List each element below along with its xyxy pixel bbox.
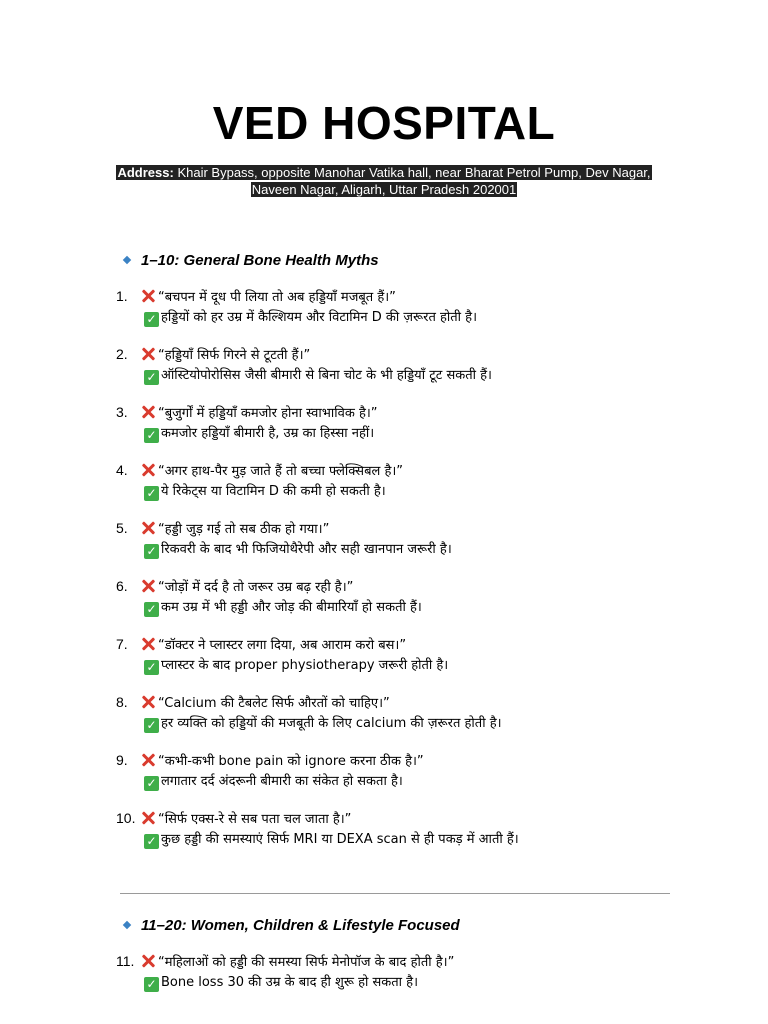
cross-mark-icon [140, 810, 156, 826]
cross-mark-icon [140, 578, 156, 594]
cross-mark-icon [140, 636, 156, 652]
list-item [116, 287, 736, 327]
fact-line [116, 771, 736, 791]
fact-line [116, 539, 736, 559]
myth-text: “महिलाओं को हड्डी की समस्या सिर्फ मेनोपॉज के बाद होती है।” [158, 955, 455, 970]
list-item [116, 751, 736, 791]
myth-text: “हड्डी जुड़ गई तो सब ठीक हो गया।” [158, 522, 330, 537]
item-number: 6. [116, 578, 128, 594]
fact-line [116, 307, 736, 327]
list-item [116, 403, 736, 443]
fact-line [116, 829, 736, 849]
myth-line [116, 635, 736, 655]
myth-line [116, 952, 736, 972]
check-mark-icon: ✓ [144, 486, 159, 501]
address-line-1-text: Khair Bypass, opposite Manohar Vatika hall, near Bharat Petrol Pump, Dev Nagar, [177, 165, 651, 180]
fact-line [116, 481, 736, 501]
myth-line [116, 751, 736, 771]
fact-line [116, 655, 736, 675]
check-mark-icon: ✓ [144, 544, 159, 559]
hospital-name: VED HOSPITAL [212, 97, 556, 149]
check-mark-icon: ✓ [144, 428, 159, 443]
fact-line [116, 597, 736, 617]
hospital-address [0, 164, 768, 198]
myth-line [116, 519, 736, 539]
check-mark-icon: ✓ [144, 776, 159, 791]
myth-text: “जोड़ों में दर्द है तो जरूर उम्र बढ़ रही है।” [158, 580, 354, 595]
section-heading-1 [124, 252, 379, 269]
item-number: 5. [116, 520, 128, 536]
list-item [116, 952, 736, 992]
list-item [116, 461, 736, 501]
cross-mark-icon [140, 953, 156, 969]
list-item [116, 809, 736, 849]
cross-mark-icon [140, 346, 156, 362]
item-number: 1. [116, 288, 128, 304]
myth-text: “कभी-कभी bone pain को ignore करना ठीक है।” [158, 754, 424, 769]
item-number: 3. [116, 404, 128, 420]
address-label: Address: [117, 165, 174, 180]
fact-line [116, 713, 736, 733]
fact-line [116, 423, 736, 443]
cross-mark-icon [140, 694, 156, 710]
item-number: 11. [116, 953, 135, 969]
list-item [116, 693, 736, 733]
check-mark-icon: ✓ [144, 312, 159, 327]
check-mark-icon: ✓ [144, 977, 159, 992]
myth-text: “सिर्फ एक्स-रे से सब पता चल जाता है।” [158, 812, 352, 827]
list-item [116, 577, 736, 617]
address-line-2: Naveen Nagar, Aligarh, Uttar Pradesh 202001 [251, 182, 517, 197]
check-mark-icon: ✓ [144, 834, 159, 849]
item-number: 8. [116, 694, 128, 710]
item-number: 2. [116, 346, 128, 362]
myth-text: “बचपन में दूध पी लिया तो अब हड्डियाँ मजबूत हैं।” [158, 290, 396, 305]
myth-text: “अगर हाथ-पैर मुड़ जाते हैं तो बच्चा फ्लेक्सिबल है।” [158, 464, 404, 479]
fact-text: ये रिकेट्स या विटामिन D की कमी हो सकती है। [161, 484, 386, 499]
cross-mark-icon [140, 752, 156, 768]
section-heading-2-text: 11–20: Women, Children & Lifestyle Focused [141, 917, 460, 934]
fact-text: हर व्यक्ति को हड्डियों की मजबूती के लिए calcium की ज़रूरत होती है। [161, 716, 502, 731]
section-divider [120, 893, 670, 894]
myth-line [116, 809, 736, 829]
diamond-bullet-icon [123, 256, 131, 264]
section-heading-1-text: 1–10: General Bone Health Myths [141, 252, 379, 269]
list-item [116, 519, 736, 559]
cross-mark-icon [140, 520, 156, 536]
myth-line [116, 345, 736, 365]
fact-line [116, 365, 736, 385]
myth-line [116, 693, 736, 713]
check-mark-icon: ✓ [144, 370, 159, 385]
diamond-bullet-icon [123, 921, 131, 929]
fact-text: कमजोर हड्डियाँ बीमारी है, उम्र का हिस्सा नहीं। [161, 426, 375, 441]
fact-text: कम उम्र में भी हड्डी और जोड़ की बीमारियाँ हो सकती हैं। [161, 600, 422, 615]
item-number: 7. [116, 636, 128, 652]
myth-text: “हड्डियाँ सिर्फ गिरने से टूटती हैं।” [158, 348, 311, 363]
fact-text: कुछ हड्डी की समस्याएं सिर्फ MRI या DEXA scan से ही पकड़ में आती हैं। [161, 832, 519, 847]
myth-text: “बुजुर्गों में हड्डियाँ कमजोर होना स्वाभाविक है।” [158, 406, 378, 421]
myth-line [116, 577, 736, 597]
myth-text: “Calcium की टैबलेट सिर्फ औरतों को चाहिए।” [158, 696, 390, 711]
section-heading-2 [124, 917, 460, 934]
myth-line [116, 287, 736, 307]
myth-line [116, 461, 736, 481]
item-number: 10. [116, 810, 136, 826]
cross-mark-icon [140, 404, 156, 420]
item-number: 9. [116, 752, 128, 768]
list-item [116, 635, 736, 675]
myth-line [116, 403, 736, 423]
fact-text: ऑस्टियोपोरोसिस जैसी बीमारी से बिना चोट के भी हड्डियाँ टूट सकती हैं। [161, 368, 492, 383]
fact-line [116, 972, 736, 992]
check-mark-icon: ✓ [144, 718, 159, 733]
fact-text: प्लास्टर के बाद proper physiotherapy जरूरी होती है। [161, 658, 449, 673]
fact-text: रिकवरी के बाद भी फिजियोथैरेपी और सही खानपान जरूरी है। [161, 542, 452, 557]
list-item [116, 345, 736, 385]
fact-text: हड्डियों को हर उम्र में कैल्शियम और विटामिन D की ज़रूरत होती है। [161, 310, 477, 325]
fact-text: Bone loss 30 की उम्र के बाद ही शुरू हो सकता है। [161, 975, 419, 990]
item-number: 4. [116, 462, 128, 478]
cross-mark-icon [140, 462, 156, 478]
fact-text: लगातार दर्द अंदरूनी बीमारी का संकेत हो सकता है। [161, 774, 403, 789]
address-line-1 [116, 165, 651, 180]
check-mark-icon: ✓ [144, 660, 159, 675]
cross-mark-icon [140, 288, 156, 304]
check-mark-icon: ✓ [144, 602, 159, 617]
myth-text: “डॉक्टर ने प्लास्टर लगा दिया, अब आराम करो बस।” [158, 638, 407, 653]
